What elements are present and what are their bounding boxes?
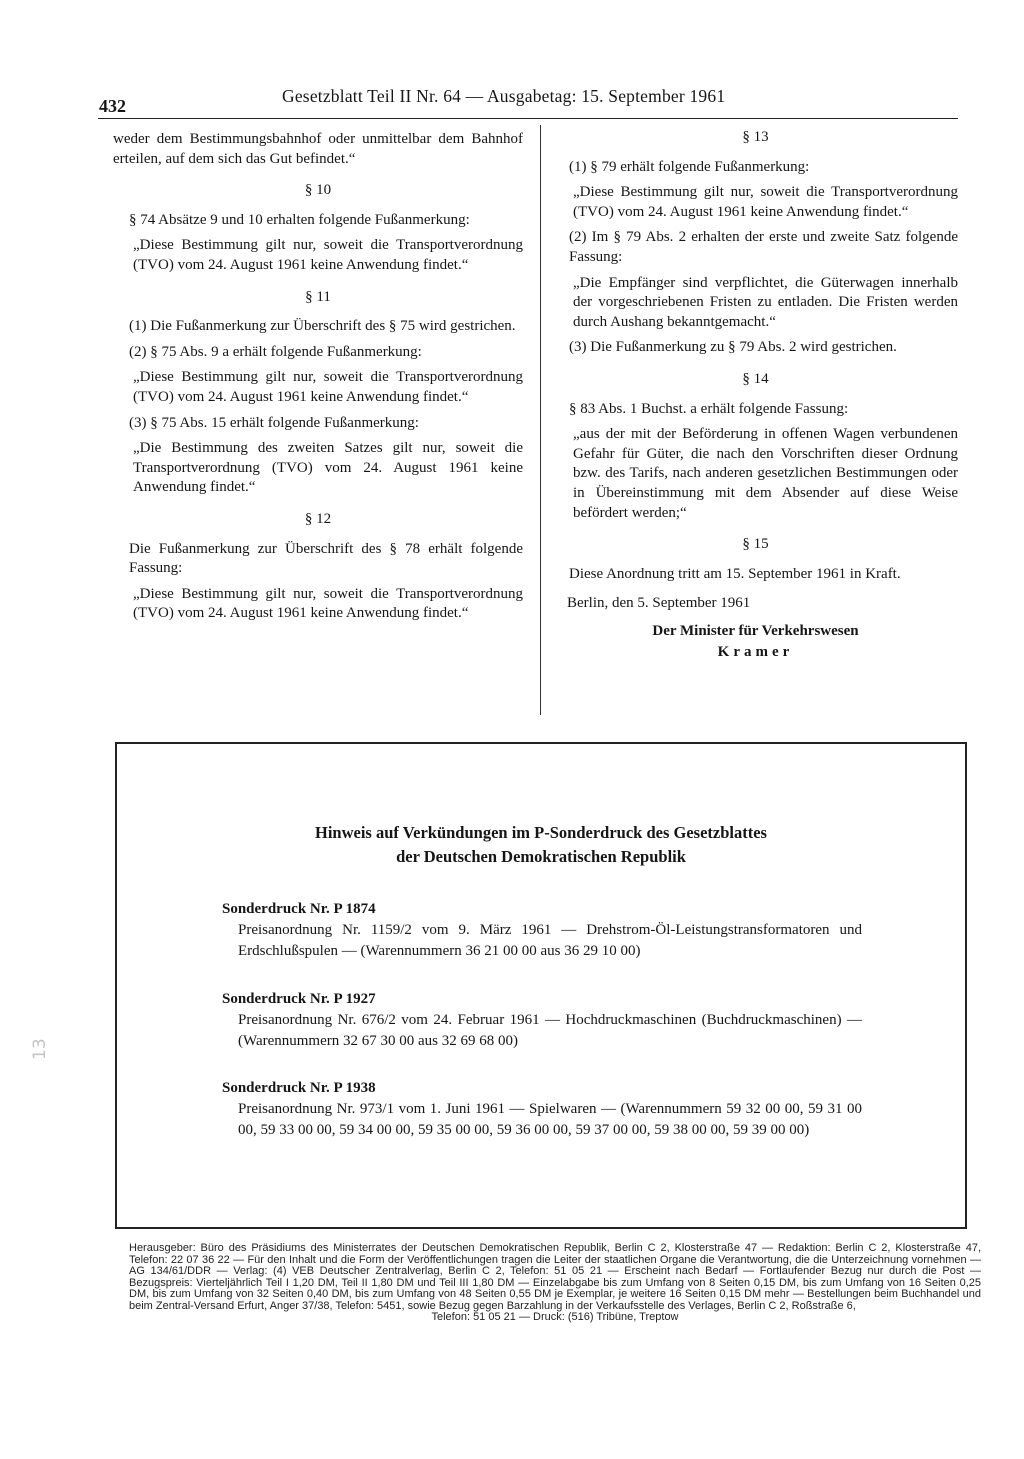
section-10-paragraph: § 74 Absätze 9 und 10 erhalten folgende Fußanmerkung: [129,211,470,228]
page-header-title: Gesetzblatt Teil II Nr. 64 — Ausgabetag: 15. September 1961 [282,86,726,106]
signature-place-date: Berlin, den 5. September 1961 [567,595,751,612]
section-12-quote: „Diese Bestimmung gilt nur, soweit die Transportverordnung (TVO) vom 24. August 1961 keine Anwendung findet.“ [133,585,523,622]
notice-box [115,742,967,1229]
notice-entry-heading: Sonderdruck Nr. P 1927 [222,991,376,1007]
section-13-paragraph-1: (1) § 79 erhält folgende Fußanmerkung: [569,158,810,175]
section-14-paragraph: § 83 Abs. 1 Buchst. a erhält folgende Fassung: [569,400,849,417]
signature-title: Der Minister für Verkehrswesen [652,622,859,639]
notice-entry [222,899,862,962]
notice-entry-heading: Sonderdruck Nr. P 1938 [222,1080,376,1096]
section-13-paragraph-3: (3) Die Fußanmerkung zu § 79 Abs. 2 wird gestrichen. [569,339,897,356]
notice-title [117,821,965,869]
page-number: 432 [99,96,126,116]
right-column [553,126,958,663]
section-15-heading: § 15 [742,536,769,553]
imprint-last-line: Telefon: 51 05 21 — Druck: (516) Tribüne, Treptow [431,1311,679,1323]
section-10-quote: „Diese Bestimmung gilt nur, soweit die Transportverordnung (TVO) vom 24. August 1961 keine Anwendung findet.“ [133,237,523,273]
signature-name: Kramer [717,644,794,661]
notice-entry [222,989,862,1052]
publisher-imprint [129,1243,981,1324]
section-11-paragraph-1: (1) Die Fußanmerkung zur Überschrift des § 75 wird gestrichen. [129,318,516,335]
notice-entry-text: Preisanordnung Nr. 676/2 vom 24. Februar 1961 — Hochdruckmaschinen (Buchdruckmaschinen) — (Warennummern 32 67 30 00 aus 32 69 68 00) [238,1012,862,1049]
imprint-text: Herausgeber: Büro des Präsidiums des Ministerrates der Deutschen Demokratischen Republik, Berlin C 2, Klosterstraße 47 — Redaktion: Berlin C 2, Klosterstraße 47, Telefon: 22 07 36 22 — Für den Inhalt und die Form der Veröffentlichungen tragen die Leiter der staatlichen Organe die Verantwortung, die die Unterzeichnung vornehmen — AG 134/61/DDR — Verlag: (4) VEB Deutscher Zentralverlag, Berlin C 2, Telefon: 51 05 21 — Erscheint nach Bedarf — Fortlaufender Bezug nur durch die Post — Bezugspreis: Vierteljährlich Teil I 1,20 DM, Teil II 1,80 DM und Teil III 1,80 DM — Einzelabgabe bis zum Umfang von 8 Seiten 0,15 DM, bis zum Umfang von 16 Seiten 0,25 DM, bis zum Umfang von 32 Seiten 0,40 DM, bis zum Umfang von 48 Seiten 0,55 DM je Exemplar, je weitere 16 Seiten 0,15 DM mehr — Bestellungen beim Buchhandel und beim Zentral-Versand Erfurt, Anger 37/38, Telefon: 5451, sowie Bezug gegen Barzahlung in der Verkaufsstelle des Verlages, Berlin C 2, Roßstraße 6, [129,1242,981,1312]
continuation-paragraph: weder dem Bestimmungsbahnhof oder unmittelbar dem Bahnhof erteilen, auf dem sich das Gut befindet.“ [113,131,523,167]
section-11-quote-2: „Diese Bestimmung gilt nur, soweit die Transportverordnung (TVO) vom 24. August 1961 keine Anwendung findet.“ [133,369,523,405]
section-13-quote-2: „Die Empfänger sind verpflichtet, die Güterwagen innerhalb der vorgeschriebenen Fristen zu entladen. Die Fristen werden durch Aushang bekanntgemacht.“ [573,274,958,330]
notice-entry [222,1078,862,1141]
margin-archive-stamp: 13 [30,1038,50,1060]
section-11-quote-3: „Die Bestimmung des zweiten Satzes gilt nur, soweit die Transportverordnung (TVO) vom 24. August 1961 keine Anwendung findet.“ [133,440,523,496]
section-15-paragraph: Diese Anordnung tritt am 15. September 1961 in Kraft. [569,565,901,582]
notice-title-line-2: der Deutschen Demokratischen Republik [396,847,686,866]
column-divider [540,125,541,715]
notice-entry-heading: Sonderdruck Nr. P 1874 [222,901,376,917]
section-11-heading: § 11 [305,288,331,305]
section-14-quote: „aus der mit der Beförderung in offenen Wagen verbundenen Gefahr für Güter, die nach den Vorschriften dieser Ordnung bzw. des Tarifs, nach anderen gesetzlichen Bestimmungen oder in Übereinstimmung mit dem Absender auf diese Weise befördert werden;“ [573,426,958,521]
section-12-heading: § 12 [304,510,332,527]
notice-entry-text: Preisanordnung Nr. 1159/2 vom 9. März 1961 — Drehstrom-Öl-Leistungstransformatoren und Erdschlußspulen — (Warennummern 36 21 00 00 aus 36 29 10 00) [238,922,862,959]
notice-entry-text: Preisanordnung Nr. 973/1 vom 1. Juni 1961 — Spielwaren — (Warennummern 59 32 00 00, 59 31 00 00, 59 33 00 00, 59 34 00 00, 59 35 00 00, 59 36 00 00, 59 37 00 00, 59 38 00 00, 59 39 00 00) [238,1101,862,1138]
notice-title-line-1: Hinweis auf Verkündungen im P-Sonderdruck des Gesetzblattes [315,823,767,842]
section-13-quote-1: „Diese Bestimmung gilt nur, soweit die Transportverordnung (TVO) vom 24. August 1961 keine Anwendung findet.“ [573,184,958,220]
section-11-paragraph-3: (3) § 75 Abs. 15 erhält folgende Fußanmerkung: [129,414,419,431]
section-11-paragraph-2: (2) § 75 Abs. 9 a erhält folgende Fußanmerkung: [129,343,422,360]
section-14-heading: § 14 [742,370,769,387]
header-rule [98,118,958,119]
left-column [113,130,523,630]
section-12-paragraph: Die Fußanmerkung zur Überschrift des § 78 erhält folgende Fassung: [129,540,523,577]
section-13-paragraph-2: (2) Im § 79 Abs. 2 erhalten der erste und zweite Satz folgende Fassung: [569,229,958,265]
section-10-heading: § 10 [304,182,332,199]
section-13-heading: § 13 [742,129,769,145]
